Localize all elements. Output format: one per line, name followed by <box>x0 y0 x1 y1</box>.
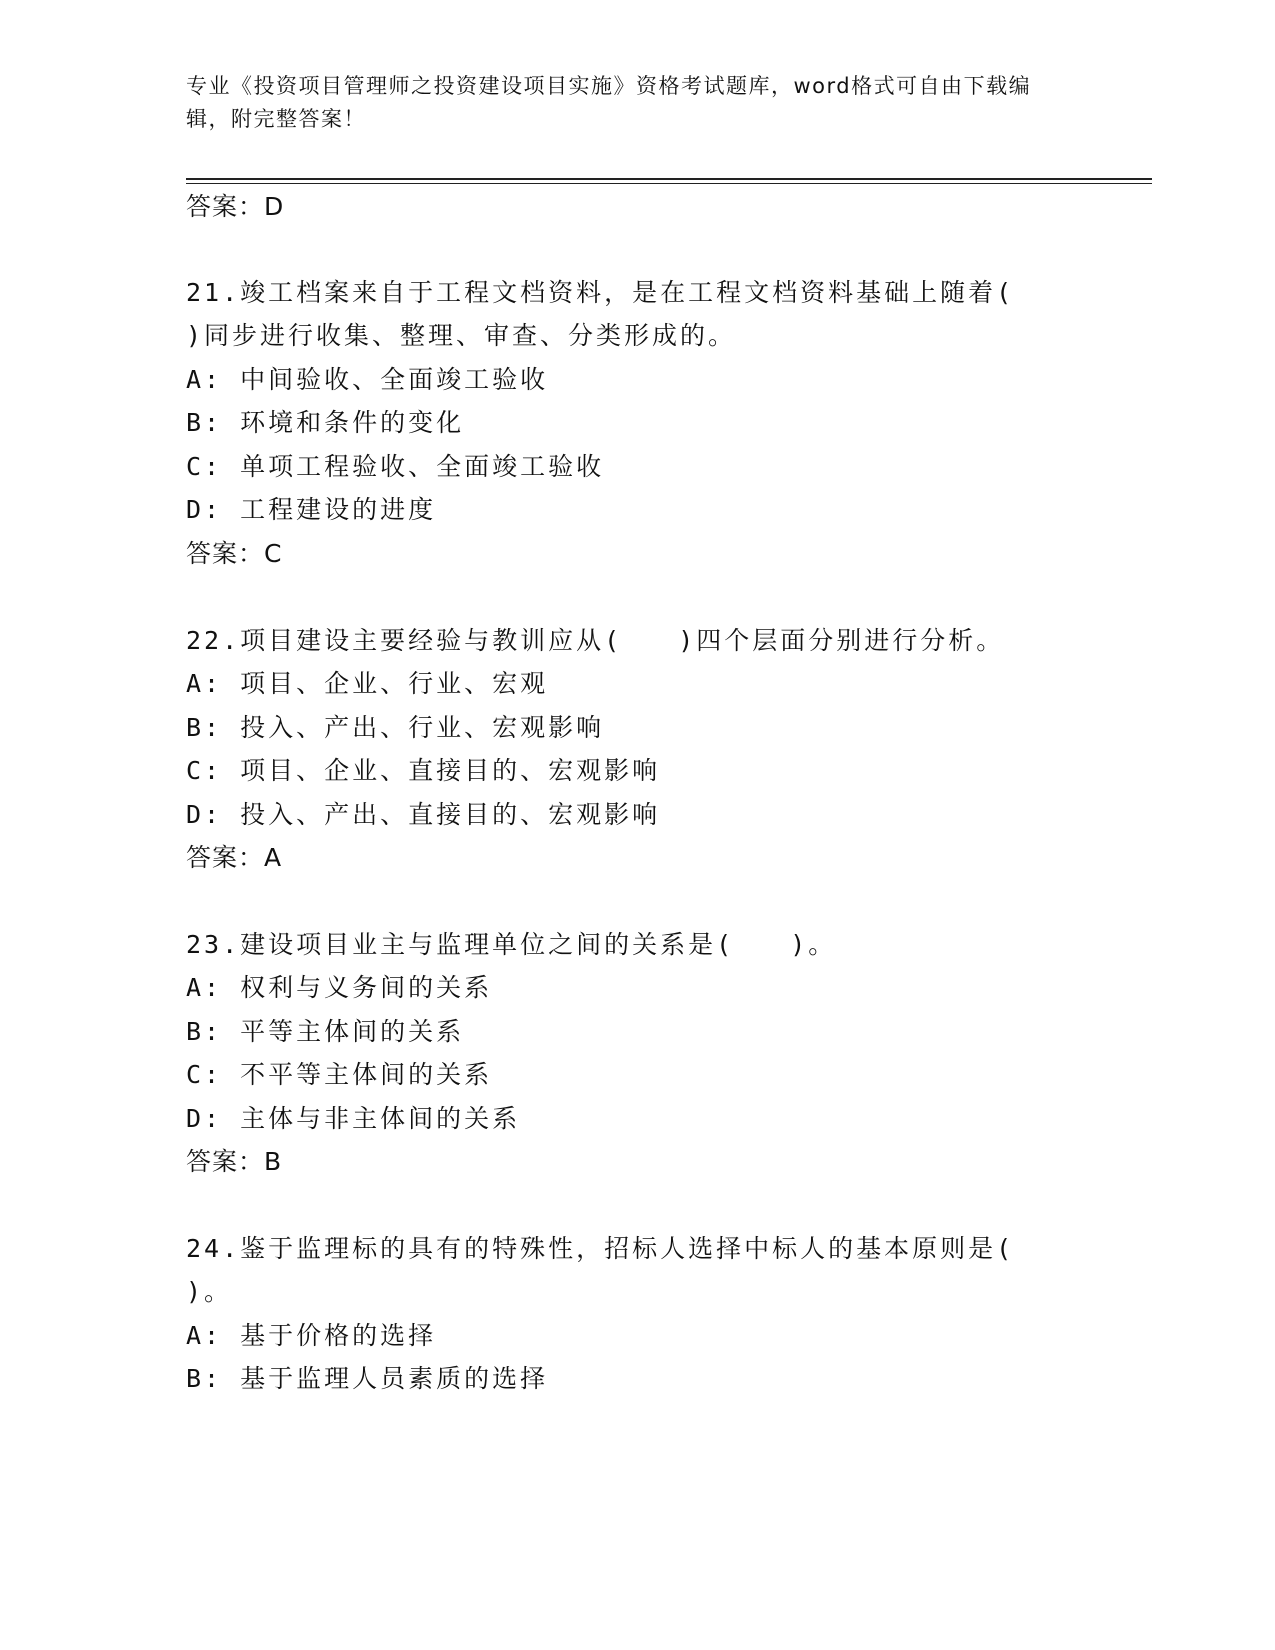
question-23-option-d: D: 主体与非主体间的关系 <box>186 1104 521 1133</box>
header-divider-thick <box>186 178 1152 180</box>
question-21-option-b: B: 环境和条件的变化 <box>186 408 465 437</box>
question-24-stem-line-2: )。 <box>186 1277 233 1306</box>
question-21-option-d: D: 工程建设的进度 <box>186 495 437 524</box>
question-21-stem-line-2: )同步进行收集、整理、审查、分类形成的。 <box>186 321 737 350</box>
question-22-option-c: C: 项目、企业、直接目的、宏观影响 <box>186 756 661 785</box>
question-22-option-b: B: 投入、产出、行业、宏观影响 <box>186 713 605 742</box>
question-21-answer: 答案：C <box>186 539 283 568</box>
question-23-option-a: A: 权利与义务间的关系 <box>186 973 493 1002</box>
question-24-option-b: B: 基于监理人员素质的选择 <box>186 1364 549 1393</box>
question-21-stem-line-1: 21.竣工档案来自于工程文档资料，是在工程文档资料基础上随着( <box>186 278 1015 307</box>
question-23-option-c: C: 不平等主体间的关系 <box>186 1060 493 1089</box>
question-21-option-c: C: 单项工程验收、全面竣工验收 <box>186 452 605 481</box>
question-23-stem: 23.建设项目业主与监理单位之间的关系是( )。 <box>186 930 837 959</box>
question-24-option-a: A: 基于价格的选择 <box>186 1321 437 1350</box>
header-divider-thin <box>186 183 1152 184</box>
question-22-option-a: A: 项目、企业、行业、宏观 <box>186 669 549 698</box>
question-23-answer: 答案：B <box>186 1147 283 1176</box>
previous-answer: 答案：D <box>186 192 285 221</box>
question-22-answer: 答案：A <box>186 843 283 872</box>
question-21-option-a: A: 中间验收、全面竣工验收 <box>186 365 549 394</box>
question-23-option-b: B: 平等主体间的关系 <box>186 1017 465 1046</box>
question-24-stem-line-1: 24.鉴于监理标的具有的特殊性，招标人选择中标人的基本原则是( <box>186 1234 1015 1263</box>
question-22-option-d: D: 投入、产出、直接目的、宏观影响 <box>186 800 661 829</box>
question-22-stem: 22.项目建设主要经验与教训应从( )四个层面分别进行分析。 <box>186 626 1005 655</box>
document-header-intro: 专业《投资项目管理师之投资建设项目实施》资格考试题库，word格式可自由下载编辑，附完整答案！ <box>186 74 1032 131</box>
